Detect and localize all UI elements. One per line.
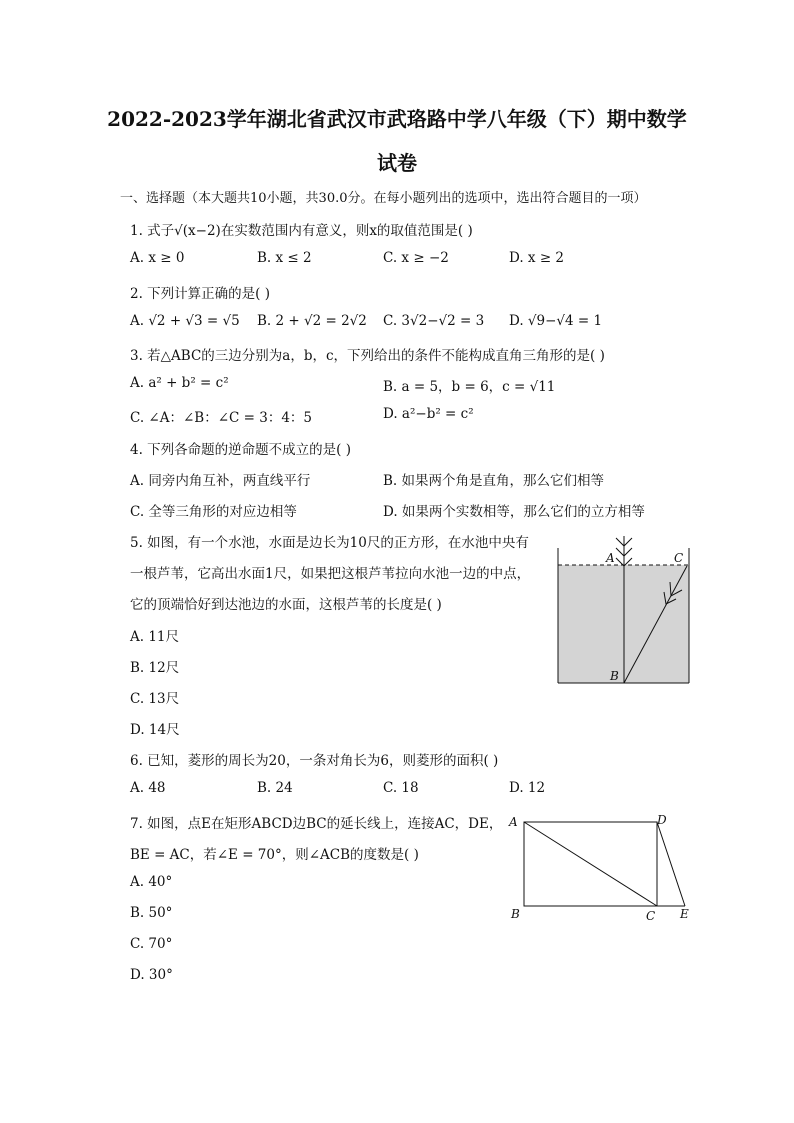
- q7-option-a: A. 40°: [130, 874, 173, 890]
- q1-option-d: D. x ≥ 2: [509, 250, 565, 266]
- label-a: A: [509, 815, 518, 829]
- q6-option-a: A. 48: [130, 780, 166, 796]
- question-2-stem: 2. 下列计算正确的是( ): [130, 286, 270, 302]
- label-b: B: [511, 907, 520, 921]
- q1-option-b: B. x ≤ 2: [257, 250, 312, 266]
- q2-option-d: D. √9−√4 = 1: [509, 313, 603, 329]
- pond-figure: [550, 530, 700, 690]
- question-5-stem-line3: 它的顶端恰好到达池边的水面，这根芦苇的长度是( ): [130, 597, 442, 613]
- label-a: A: [606, 551, 615, 565]
- q7-option-b: B. 50°: [130, 905, 173, 921]
- label-c: C: [646, 909, 656, 923]
- diagonal-ac: [524, 822, 657, 906]
- q7-option-d: D. 30°: [130, 967, 173, 983]
- q3-option-c: C. ∠A：∠B：∠C = 3：4：5: [130, 410, 313, 426]
- q2-option-a: A. √2 + √3 = √5: [130, 313, 240, 329]
- page-title-line1: 2022-2023学年湖北省武汉市武珞路中学八年级（下）期中数学: [107, 107, 687, 131]
- question-4-stem: 4. 下列各命题的逆命题不成立的是( ): [130, 442, 351, 458]
- q4-option-d: D. 如果两个实数相等，那么它们的立方相等: [383, 504, 645, 520]
- q5-option-b: B. 12尺: [130, 660, 180, 676]
- question-7-stem: 7. 如图，点E在矩形ABCD边BC的延长线上，连接AC，DE，: [130, 816, 503, 832]
- section-heading: 一、选择题（本大题共10小题，共30.0分。在每小题列出的选项中，选出符合题目的一项）: [120, 191, 647, 206]
- question-1-stem: 1. 式子√(x−2)在实数范围内有意义，则x的取值范围是( ): [130, 223, 473, 239]
- q4-option-c: C. 全等三角形的对应边相等: [130, 504, 297, 520]
- q4-option-b: B. 如果两个角是直角，那么它们相等: [383, 473, 605, 489]
- rectangle-figure: [505, 810, 705, 930]
- q5-option-d: D. 14尺: [130, 722, 180, 738]
- label-c: C: [674, 551, 684, 565]
- label-d: D: [657, 813, 667, 827]
- q7-option-c: C. 70°: [130, 936, 173, 952]
- question-7-stem-line2: BE = AC，若∠E = 70°，则∠ACB的度数是( ): [130, 847, 419, 863]
- question-5-stem-line2: 一根芦苇，它高出水面1尺，如果把这根芦苇拉向水池一边的中点，: [130, 566, 531, 582]
- q1-option-a: A. x ≥ 0: [130, 250, 185, 266]
- q1-option-c: C. x ≥ −2: [383, 250, 449, 266]
- q3-option-a: A. a² + b² = c²: [130, 375, 229, 391]
- label-b: B: [610, 669, 619, 683]
- q3-option-d: D. a²−b² = c²: [383, 406, 474, 422]
- q6-option-d: D. 12: [509, 780, 546, 796]
- q4-option-a: A. 同旁内角互补，两直线平行: [130, 473, 311, 489]
- q5-option-a: A. 11尺: [130, 629, 180, 645]
- q6-option-b: B. 24: [257, 780, 293, 796]
- q2-option-b: B. 2 + √2 = 2√2: [257, 313, 367, 329]
- q6-option-c: C. 18: [383, 780, 419, 796]
- q3-option-b: B. a = 5，b = 6，c = √11: [383, 379, 556, 395]
- question-5-stem: 5. 如图，有一个水池，水面是边长为10尺的正方形，在水池中央有: [130, 535, 529, 551]
- page-title-line2: 试卷: [377, 151, 417, 175]
- q5-option-c: C. 13尺: [130, 691, 180, 707]
- label-e: E: [680, 907, 689, 921]
- segment-de: [657, 822, 685, 906]
- question-6-stem: 6. 已知，菱形的周长为20，一条对角长为6，则菱形的面积( ): [130, 753, 499, 769]
- question-3-stem: 3. 若△ABC的三边分别为a，b，c，下列给出的条件不能构成直角三角形的是( ): [130, 348, 605, 364]
- q2-option-c: C. 3√2−√2 = 3: [383, 313, 485, 329]
